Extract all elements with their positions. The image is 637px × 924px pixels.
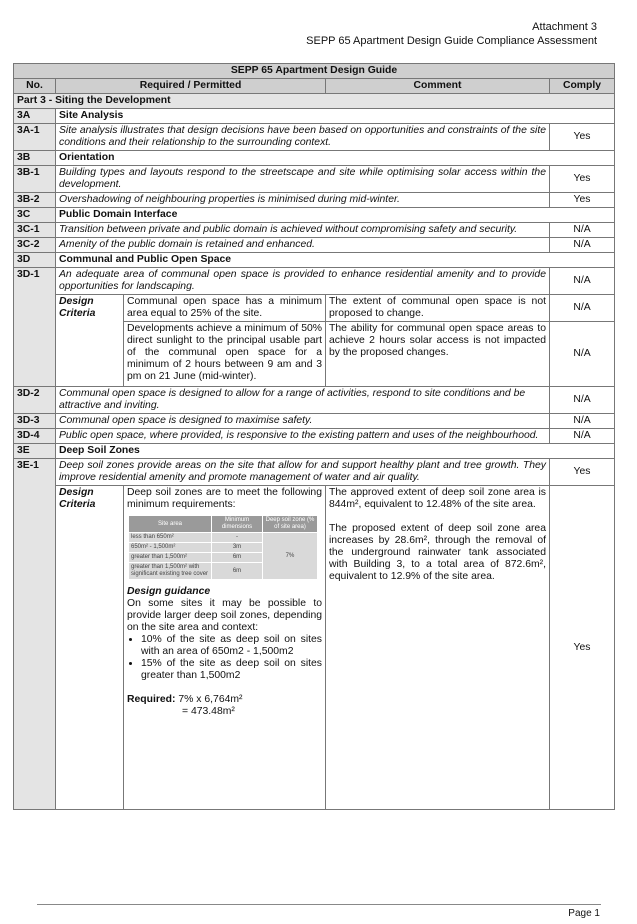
criteria-comment: The extent of communal open space is not proposed to change. xyxy=(326,295,550,322)
table-row xyxy=(14,414,615,429)
row-number: 3B-1 xyxy=(14,166,56,193)
row-comply: N/A xyxy=(550,268,615,295)
row-requirement: Building types and layouts respond to the streetscape and site while optimising solar access within the development. xyxy=(56,166,550,193)
section-number: 3C xyxy=(14,208,56,223)
table-row xyxy=(14,193,615,208)
required-value: 7% x 6,764m² xyxy=(178,694,243,705)
table-title: SEPP 65 Apartment Design Guide xyxy=(14,64,615,79)
document-header xyxy=(306,20,597,48)
table-row xyxy=(14,238,615,253)
col-header-no: No. xyxy=(14,79,56,94)
row-comply: N/A xyxy=(550,223,615,238)
table-row xyxy=(14,268,615,295)
col-header-comment: Comment xyxy=(326,79,550,94)
row-requirement: Amenity of the public domain is retained and enhanced. xyxy=(56,238,550,253)
row-comply: Yes xyxy=(550,166,615,193)
row-number: 3D-2 xyxy=(14,387,56,414)
row-number: 3C-1 xyxy=(14,223,56,238)
guidance-text: On some sites it may be possible to provide larger deep soil zones, depending on the site area and context: xyxy=(127,598,322,633)
row-comply: N/A xyxy=(550,322,615,387)
guidance-list xyxy=(127,634,322,682)
row-requirement: Communal open space is designed to maximise safety. xyxy=(56,414,550,429)
row-requirement: Public open space, where provided, is responsive to the existing pattern and uses of the neighbourhood. xyxy=(56,429,550,444)
mini-cell: less than 650m² xyxy=(129,533,212,543)
mini-cell: 6m xyxy=(212,553,263,563)
mini-cell: 3m xyxy=(212,543,263,553)
mini-cell: - xyxy=(212,533,263,543)
criteria-comment: The ability for communal open space areas to achieve 2 hours solar access is not impacted by the proposed changes. xyxy=(326,322,550,387)
row-number: 3A-1 xyxy=(14,124,56,151)
row-comply: N/A xyxy=(550,295,615,322)
list-item: • 15% of the site as deep soil on sites greater than 1,500m2 xyxy=(141,658,322,682)
criteria-intro: Deep soil zones are to meet the following minimum requirements: xyxy=(127,487,322,510)
footer-divider xyxy=(37,904,601,905)
table-row xyxy=(14,429,615,444)
required-calc xyxy=(127,694,322,706)
row-comply: Yes xyxy=(550,193,615,208)
table-row xyxy=(14,459,615,486)
comment-paragraph: The proposed extent of deep soil zone area increases by 28.6m², through the removal of the underground rainwater tank associated with Building 3, to a total area of 872.6m², equivalent to 12.9% of the site area. xyxy=(329,523,546,582)
design-criteria-label: Design Criteria xyxy=(56,295,124,387)
deep-soil-requirements-table xyxy=(128,515,318,580)
row-requirement: Transition between private and public domain is achieved without compromising safety and security. xyxy=(56,223,550,238)
part-heading: Part 3 - Siting the Development xyxy=(14,94,615,109)
mini-header: Site area xyxy=(129,516,212,533)
mini-cell: 650m² - 1,500m² xyxy=(129,543,212,553)
row-number: 3B-2 xyxy=(14,193,56,208)
part-row xyxy=(14,94,615,109)
criteria-requirement: Developments achieve a minimum of 50% direct sunlight to the principal usable part of the communal open space for a minimum of 2 hours between 9 am and 3 pm on 21 June (mid-winter). xyxy=(124,322,326,387)
section-row xyxy=(14,208,615,223)
section-row xyxy=(14,444,615,459)
col-header-required: Required / Permitted xyxy=(56,79,326,94)
criteria-comment xyxy=(326,486,550,810)
comment-paragraph: The approved extent of deep soil zone area is 844m², equivalent to 12.48% of the site area. xyxy=(329,487,546,510)
mini-cell: greater than 1,500m² xyxy=(129,553,212,563)
guidance-title: Design guidance xyxy=(127,586,211,597)
design-criteria-label: Design Criteria xyxy=(56,486,124,810)
section-number: 3E xyxy=(14,444,56,459)
page-number: Page 1 xyxy=(568,908,600,919)
section-title: Deep Soil Zones xyxy=(56,444,615,459)
mini-header: Minimum dimensions xyxy=(212,516,263,533)
table-title-row xyxy=(14,64,615,79)
row-comply: N/A xyxy=(550,238,615,253)
table-row xyxy=(14,387,615,414)
row-number: 3D-3 xyxy=(14,414,56,429)
row-requirement: Site analysis illustrates that design decisions have been based on opportunities and constraints of the site conditions and their relationship to the surrounding context. xyxy=(56,124,550,151)
mini-cell: 6m xyxy=(212,563,263,580)
section-row xyxy=(14,253,615,268)
section-title: Communal and Public Open Space xyxy=(56,253,615,268)
section-title: Orientation xyxy=(56,151,615,166)
mini-cell: greater than 1,500m² with significant existing tree cover xyxy=(129,563,212,580)
row-number: 3E-1 xyxy=(14,459,56,810)
row-comply: N/A xyxy=(550,429,615,444)
row-number: 3D-4 xyxy=(14,429,56,444)
mini-cell: 7% xyxy=(263,533,318,580)
row-comply: N/A xyxy=(550,414,615,429)
row-requirement: An adequate area of communal open space is provided to enhance residential amenity and to provide opportunities for landscaping. xyxy=(56,268,550,295)
section-row xyxy=(14,151,615,166)
compliance-table xyxy=(13,63,615,810)
table-row xyxy=(14,166,615,193)
row-requirement: Communal open space is designed to allow for a range of activities, respond to site conditions and be attractive and inviting. xyxy=(56,387,550,414)
section-number: 3A xyxy=(14,109,56,124)
section-title: Public Domain Interface xyxy=(56,208,615,223)
required-label: Required: xyxy=(127,694,176,705)
row-comply: Yes xyxy=(550,486,615,810)
table-row xyxy=(14,124,615,151)
row-comply: Yes xyxy=(550,459,615,486)
section-number: 3D xyxy=(14,253,56,268)
section-row xyxy=(14,109,615,124)
row-comply: N/A xyxy=(550,387,615,414)
row-number: 3D-1 xyxy=(14,268,56,387)
table-row xyxy=(14,223,615,238)
criteria-requirement: Communal open space has a minimum area equal to 25% of the site. xyxy=(124,295,326,322)
row-requirement: Overshadowing of neighbouring properties is minimised during mid-winter. xyxy=(56,193,550,208)
table-header-row xyxy=(14,79,615,94)
list-item: • 10% of the site as deep soil on sites with an area of 650m2 - 1,500m2 xyxy=(141,634,322,658)
criteria-requirement xyxy=(124,486,326,810)
mini-header: Deep soil zone (% of site area) xyxy=(263,516,318,533)
document-title: SEPP 65 Apartment Design Guide Compliance Assessment xyxy=(306,35,597,47)
table-row xyxy=(14,486,615,810)
section-title: Site Analysis xyxy=(56,109,615,124)
row-number: 3C-2 xyxy=(14,238,56,253)
required-result: = 473.48m² xyxy=(182,706,235,717)
table-row xyxy=(14,295,615,322)
attachment-label: Attachment 3 xyxy=(532,21,597,33)
row-requirement: Deep soil zones provide areas on the site that allow for and support healthy plant and tree growth. They improve residential amenity and promote management of water and air quality. xyxy=(56,459,550,486)
section-number: 3B xyxy=(14,151,56,166)
col-header-comply: Comply xyxy=(550,79,615,94)
row-comply: Yes xyxy=(550,124,615,151)
